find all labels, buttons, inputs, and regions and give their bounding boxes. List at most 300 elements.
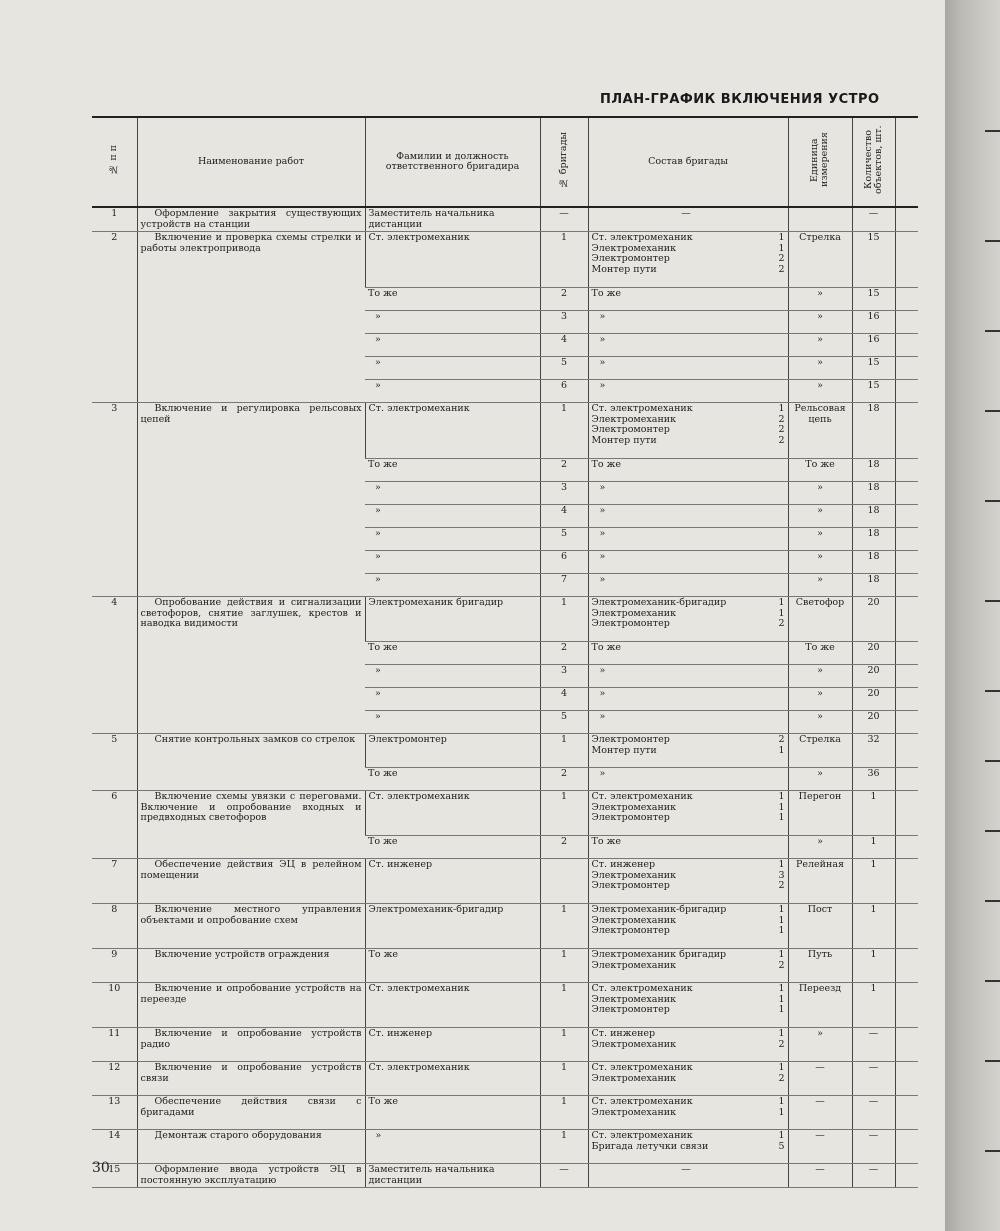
- foreman: Заместитель начальника дистанции: [365, 1164, 540, 1188]
- member-role: Монтер пути: [591, 434, 657, 446]
- brigade-composition: [588, 904, 788, 949]
- page-title: ПЛАН-ГРАФИК ВКЛЮЧЕНИЯ УСТРО: [600, 92, 880, 107]
- member-line: [592, 335, 785, 346]
- table-row: [92, 859, 918, 904]
- member-role: »: [599, 574, 606, 585]
- brigade-composition: [588, 665, 788, 688]
- brigade-number: 5: [540, 711, 588, 734]
- cut-column: [895, 482, 918, 505]
- table-row: [92, 1096, 918, 1130]
- unit: »: [788, 357, 852, 380]
- margin-tick: [985, 1150, 1000, 1152]
- table-row: [92, 1028, 918, 1062]
- brigade-composition: [588, 311, 788, 334]
- unit: Переезд: [788, 983, 852, 1028]
- unit: »: [788, 711, 852, 734]
- member-line: [592, 746, 785, 757]
- cut-column: [895, 859, 918, 904]
- brigade-composition: [588, 459, 788, 482]
- unit: »: [788, 1028, 852, 1062]
- foreman: То же: [365, 642, 540, 665]
- object-count: —: [852, 1028, 895, 1062]
- member-quantity: [781, 689, 785, 700]
- work-name: Включение схемы увязки с переговами. Включение и опробование входных и предвходных светофоров: [137, 791, 365, 859]
- brigade-number: 1: [540, 1096, 588, 1130]
- brigade-number: 1: [540, 791, 588, 836]
- margin-tick: [985, 500, 1000, 502]
- foreman: »: [365, 357, 540, 380]
- brigade-composition: [588, 357, 788, 380]
- member-role: То же: [591, 459, 621, 470]
- row-number: 5: [92, 734, 137, 791]
- object-count: 1: [852, 791, 895, 836]
- object-count: 18: [852, 403, 895, 459]
- member-role: »: [599, 665, 606, 676]
- foreman: То же: [365, 949, 540, 983]
- member-role: —: [681, 208, 691, 219]
- member-line: [592, 575, 785, 586]
- object-count: 15: [852, 288, 895, 311]
- object-count: 16: [852, 334, 895, 357]
- brigade-number: 3: [540, 311, 588, 334]
- object-count: 1: [852, 949, 895, 983]
- unit: »: [788, 768, 852, 791]
- brigade-composition: [588, 983, 788, 1028]
- brigade-composition: [588, 334, 788, 357]
- object-count: —: [852, 1164, 895, 1188]
- brigade-number: 2: [540, 459, 588, 482]
- cut-column: [895, 505, 918, 528]
- table-row: [92, 1130, 918, 1164]
- object-count: 1: [852, 859, 895, 904]
- unit: Релейная: [788, 859, 852, 904]
- table-row: [92, 949, 918, 983]
- header-brigade: № бригады: [540, 117, 588, 207]
- member-quantity: 2: [778, 434, 785, 446]
- cut-column: [895, 904, 918, 949]
- member-line: [592, 265, 785, 276]
- member-role: Электромеханик-бригадир: [591, 904, 727, 915]
- member-quantity: [781, 643, 785, 654]
- member-quantity: 1: [778, 1130, 785, 1141]
- member-quantity: 1: [778, 744, 785, 756]
- member-quantity: [781, 483, 785, 494]
- adjacent-page-edge: [945, 0, 1000, 1231]
- brigade-number: 4: [540, 334, 588, 357]
- object-count: —: [852, 1096, 895, 1130]
- member-quantity: 1: [778, 242, 785, 254]
- cut-column: [895, 983, 918, 1028]
- brigade-number: 6: [540, 380, 588, 403]
- brigade-number: 2: [540, 836, 588, 859]
- cut-column: [895, 1096, 918, 1130]
- member-line: [592, 358, 785, 369]
- member-line: [592, 905, 785, 916]
- member-quantity: 1: [778, 1062, 785, 1073]
- brigade-number: 1: [540, 949, 588, 983]
- brigade-number: 6: [540, 551, 588, 574]
- member-role: Ст. электромеханик: [591, 791, 693, 802]
- member-role: Электромеханик бригадир: [591, 949, 727, 960]
- member-role: Электромонтер: [591, 925, 670, 936]
- member-quantity: [781, 712, 785, 723]
- work-name: Включение и опробование устройств связи: [137, 1062, 365, 1096]
- brigade-composition: [588, 1164, 788, 1188]
- object-count: 20: [852, 688, 895, 711]
- table-row: [92, 597, 918, 642]
- work-name: Оформление ввода устройств ЭЦ в постоянную эксплуатацию: [137, 1164, 365, 1188]
- table-row: [92, 1062, 918, 1096]
- member-role: Ст. электромеханик: [591, 1130, 693, 1141]
- brigade-composition: [588, 859, 788, 904]
- member-quantity: 1: [778, 1004, 785, 1015]
- row-number: 2: [92, 232, 137, 403]
- work-name: Демонтаж старого оборудования: [137, 1130, 365, 1164]
- cut-column: [895, 380, 918, 403]
- foreman: Электромеханик бригадир: [365, 597, 540, 642]
- margin-tick: [985, 240, 1000, 242]
- member-quantity: 1: [778, 983, 785, 994]
- member-line: [592, 1074, 785, 1085]
- member-role: Электромонтер: [591, 253, 670, 264]
- object-count: 15: [852, 232, 895, 288]
- member-role: »: [599, 551, 606, 562]
- member-quantity: [781, 575, 785, 586]
- member-line: [592, 483, 785, 494]
- unit: Перегон: [788, 791, 852, 836]
- member-line: [592, 1165, 785, 1176]
- cut-column: [895, 1062, 918, 1096]
- object-count: 18: [852, 482, 895, 505]
- member-role: Электромеханик: [591, 607, 677, 619]
- member-role: »: [599, 334, 606, 345]
- work-name: Обеспечение действия связи с бригадами: [137, 1096, 365, 1130]
- table-row: [92, 207, 918, 232]
- row-number: 9: [92, 949, 137, 983]
- object-count: 18: [852, 505, 895, 528]
- member-line: [592, 1097, 785, 1108]
- work-name: Включение и опробование устройств радио: [137, 1028, 365, 1062]
- member-line: [592, 209, 785, 220]
- foreman: То же: [365, 836, 540, 859]
- object-count: 15: [852, 380, 895, 403]
- table-header-row: [92, 117, 918, 207]
- brigade-number: 3: [540, 482, 588, 505]
- member-line: [592, 1063, 785, 1074]
- brigade-composition: [588, 642, 788, 665]
- member-role: Электромеханик: [591, 993, 677, 1005]
- unit: То же: [788, 459, 852, 482]
- member-line: [592, 289, 785, 300]
- cut-column: [895, 207, 918, 232]
- table-row: [92, 1164, 918, 1188]
- work-name: Обеспечение действия ЭЦ в релейном помещении: [137, 859, 365, 904]
- object-count: —: [852, 207, 895, 232]
- member-role: »: [599, 311, 606, 322]
- unit: »: [788, 836, 852, 859]
- object-count: —: [852, 1062, 895, 1096]
- foreman: Ст. электромеханик: [365, 232, 540, 288]
- member-role: Электромонтер: [591, 880, 670, 891]
- brigade-number: 2: [540, 768, 588, 791]
- member-quantity: 3: [778, 869, 785, 881]
- member-line: [592, 735, 785, 746]
- member-line: [592, 598, 785, 609]
- unit: »: [788, 288, 852, 311]
- member-role: Электромеханик-бригадир: [591, 597, 727, 608]
- member-role: »: [599, 768, 606, 779]
- row-number: 13: [92, 1096, 137, 1130]
- brigade-composition: [588, 207, 788, 232]
- row-number: 4: [92, 597, 137, 734]
- member-role: Электромонтер: [591, 618, 670, 629]
- brigade-composition: [588, 768, 788, 791]
- member-quantity: 2: [778, 734, 785, 745]
- object-count: 32: [852, 734, 895, 768]
- unit: »: [788, 380, 852, 403]
- brigade-composition: [588, 505, 788, 528]
- member-quantity: [781, 460, 785, 471]
- brigade-composition: [588, 1096, 788, 1130]
- table-row: [92, 734, 918, 768]
- work-name: Снятие контрольных замков со стрелок: [137, 734, 365, 791]
- member-quantity: 1: [778, 403, 785, 414]
- cut-column: [895, 768, 918, 791]
- work-name: Включение устройств ограждения: [137, 949, 365, 983]
- member-role: Бригада летучки связи: [591, 1140, 709, 1152]
- member-quantity: 2: [778, 413, 785, 425]
- member-quantity: 2: [778, 424, 785, 435]
- margin-tick: [985, 760, 1000, 762]
- brigade-number: 1: [540, 904, 588, 949]
- member-line: [592, 813, 785, 824]
- unit: »: [788, 482, 852, 505]
- brigade-composition: [588, 288, 788, 311]
- unit: Рельсовая цепь: [788, 403, 852, 459]
- header-foreman: Фамилии и должность ответственного бригадира: [365, 117, 540, 207]
- unit: »: [788, 528, 852, 551]
- foreman: То же: [365, 1096, 540, 1130]
- member-quantity: 1: [778, 1096, 785, 1107]
- margin-tick: [985, 980, 1000, 982]
- member-line: [592, 950, 785, 961]
- brigade-number: 5: [540, 357, 588, 380]
- foreman: Ст. инженер: [365, 859, 540, 904]
- foreman: Ст. электромеханик: [365, 791, 540, 836]
- table-row: [92, 904, 918, 949]
- cut-column: [895, 1028, 918, 1062]
- member-quantity: [781, 769, 785, 780]
- cut-column: [895, 288, 918, 311]
- brigade-number: 1: [540, 1130, 588, 1164]
- member-role: Электромонтер: [591, 424, 670, 435]
- member-line: [592, 984, 785, 995]
- member-role: »: [599, 482, 606, 493]
- brigade-composition: [588, 734, 788, 768]
- unit: То же: [788, 642, 852, 665]
- member-role: Электромонтер: [591, 812, 670, 823]
- brigade-composition: [588, 1130, 788, 1164]
- member-line: [592, 254, 785, 265]
- unit: Путь: [788, 949, 852, 983]
- member-quantity: [691, 209, 695, 220]
- member-quantity: 2: [778, 253, 785, 264]
- brigade-number: 4: [540, 688, 588, 711]
- work-schedule-table: [92, 116, 918, 1188]
- unit: Светофор: [788, 597, 852, 642]
- cut-column: [895, 232, 918, 288]
- unit: —: [788, 1062, 852, 1096]
- cut-column: [895, 334, 918, 357]
- member-line: [592, 1142, 785, 1153]
- member-line: [592, 436, 785, 447]
- brigade-number: 2: [540, 288, 588, 311]
- header-count: Количество объектов, шт.: [852, 117, 895, 207]
- cut-column: [895, 597, 918, 642]
- member-line: [592, 961, 785, 972]
- cut-column: [895, 791, 918, 836]
- member-role: »: [599, 357, 606, 368]
- member-role: Монтер пути: [591, 744, 657, 756]
- brigade-composition: [588, 551, 788, 574]
- brigade-number: —: [540, 207, 588, 232]
- object-count: 1: [852, 904, 895, 949]
- member-role: Электромеханик: [591, 1038, 677, 1050]
- cut-column: [895, 734, 918, 768]
- cut-column: [895, 711, 918, 734]
- member-quantity: [781, 358, 785, 369]
- object-count: 18: [852, 528, 895, 551]
- member-role: Электромонтер: [591, 734, 670, 745]
- member-role: Электромеханик: [591, 242, 677, 254]
- object-count: 1: [852, 836, 895, 859]
- member-quantity: 1: [778, 925, 785, 936]
- member-line: [592, 666, 785, 677]
- foreman: Заместитель начальника дистанции: [365, 207, 540, 232]
- member-quantity: 1: [778, 812, 785, 823]
- member-role: »: [599, 528, 606, 539]
- member-role: »: [599, 505, 606, 516]
- brigade-number: 1: [540, 1028, 588, 1062]
- member-quantity: [781, 506, 785, 517]
- foreman: »: [365, 574, 540, 597]
- margin-tick: [985, 1060, 1000, 1062]
- unit: »: [788, 688, 852, 711]
- member-line: [592, 529, 785, 540]
- foreman: »: [365, 334, 540, 357]
- cut-column: [895, 1164, 918, 1188]
- member-role: Электромеханик: [591, 914, 677, 926]
- member-quantity: 2: [778, 618, 785, 629]
- cut-column: [895, 311, 918, 334]
- table-row: [92, 232, 918, 288]
- member-line: [592, 381, 785, 392]
- member-role: »: [599, 380, 606, 391]
- member-role: Электромеханик: [591, 1106, 677, 1118]
- brigade-composition: [588, 380, 788, 403]
- member-line: [592, 233, 785, 244]
- member-role: Ст. электромеханик: [591, 1062, 693, 1073]
- unit: »: [788, 311, 852, 334]
- brigade-composition: [588, 482, 788, 505]
- member-role: »: [599, 688, 606, 699]
- foreman: Ст. электромеханик: [365, 403, 540, 459]
- member-line: [592, 1108, 785, 1119]
- member-quantity: 2: [778, 263, 785, 275]
- member-role: Ст. электромеханик: [591, 1096, 693, 1107]
- member-quantity: 1: [778, 232, 785, 243]
- row-number: 3: [92, 403, 137, 597]
- object-count: 36: [852, 768, 895, 791]
- work-name: Включение и опробование устройств на переезде: [137, 983, 365, 1028]
- header-cut: [895, 117, 918, 207]
- member-line: [592, 860, 785, 871]
- table-row: [92, 791, 918, 836]
- object-count: 18: [852, 459, 895, 482]
- member-quantity: [781, 529, 785, 540]
- member-quantity: 5: [778, 1140, 785, 1152]
- member-quantity: [781, 312, 785, 323]
- member-quantity: 1: [778, 1106, 785, 1118]
- row-number: 7: [92, 859, 137, 904]
- member-role: Электромеханик: [591, 801, 677, 813]
- cut-column: [895, 574, 918, 597]
- member-role: Монтер пути: [591, 263, 657, 275]
- page-number: 30: [92, 1160, 110, 1176]
- member-quantity: 1: [778, 801, 785, 813]
- brigade-composition: [588, 574, 788, 597]
- object-count: 16: [852, 311, 895, 334]
- member-role: Ст. электромеханик: [591, 232, 693, 243]
- brigade-composition: [588, 403, 788, 459]
- margin-tick: [985, 600, 1000, 602]
- member-role: Ст. электромеханик: [591, 403, 693, 414]
- row-number: 12: [92, 1062, 137, 1096]
- unit: »: [788, 665, 852, 688]
- header-unit: Единица измерения: [788, 117, 852, 207]
- member-role: То же: [591, 642, 621, 653]
- brigade-composition: [588, 1028, 788, 1062]
- margin-tick: [985, 900, 1000, 902]
- member-line: [592, 926, 785, 937]
- foreman: То же: [365, 459, 540, 482]
- foreman: Электромеханик-бригадир: [365, 904, 540, 949]
- margin-tick: [985, 690, 1000, 692]
- unit: [788, 207, 852, 232]
- unit: »: [788, 551, 852, 574]
- unit: —: [788, 1096, 852, 1130]
- member-quantity: [781, 335, 785, 346]
- cut-column: [895, 403, 918, 459]
- brigade-composition: [588, 232, 788, 288]
- margin-tick: [985, 130, 1000, 132]
- member-role: То же: [591, 836, 621, 847]
- margin-tick: [985, 410, 1000, 412]
- member-quantity: 1: [778, 859, 785, 870]
- cut-column: [895, 459, 918, 482]
- member-role: »: [599, 711, 606, 722]
- foreman: »: [365, 688, 540, 711]
- unit: »: [788, 574, 852, 597]
- cut-column: [895, 665, 918, 688]
- member-role: Ст. инженер: [591, 859, 656, 870]
- work-name: Включение местного управления объектами и опробование схем: [137, 904, 365, 949]
- member-line: [592, 1131, 785, 1142]
- member-line: [592, 881, 785, 892]
- member-quantity: 1: [778, 949, 785, 960]
- object-count: —: [852, 1130, 895, 1164]
- cut-column: [895, 688, 918, 711]
